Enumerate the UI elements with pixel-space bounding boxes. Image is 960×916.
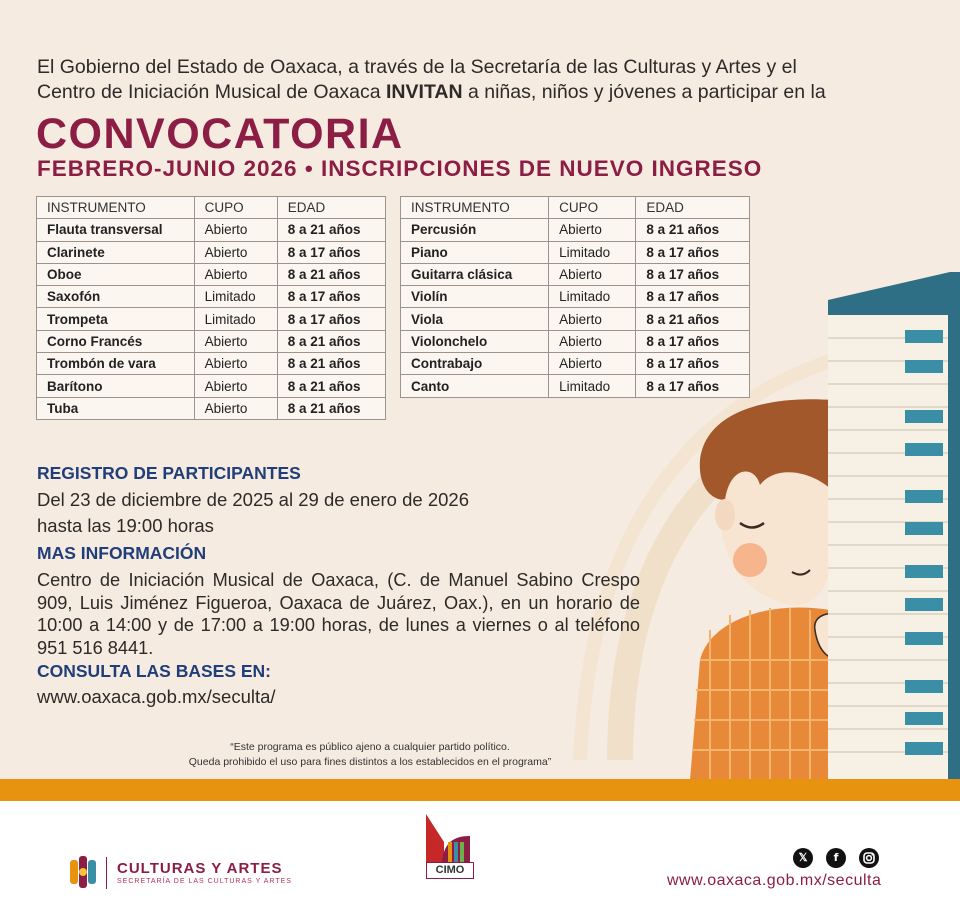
intro-line-2-a: Centro de Iniciación Musical de Oaxaca bbox=[37, 81, 387, 103]
disclaimer bbox=[160, 740, 580, 770]
cupo-cell: Abierto bbox=[549, 330, 636, 352]
table-row bbox=[37, 219, 386, 241]
edad-cell: 8 a 21 años bbox=[277, 219, 385, 241]
cupo-cell: Limitado bbox=[194, 308, 277, 330]
edad-cell: 8 a 21 años bbox=[277, 375, 385, 397]
table-row bbox=[37, 241, 386, 263]
instrument-cell: Guitarra clásica bbox=[401, 263, 549, 285]
orange-band bbox=[0, 779, 960, 801]
edad-cell: 8 a 21 años bbox=[277, 353, 385, 375]
edad-cell: 8 a 21 años bbox=[636, 308, 750, 330]
footer-url-link[interactable]: www.oaxaca.gob.mx/seculta bbox=[667, 872, 882, 889]
disclaimer-line-1: “Este programa es público ajeno a cualquier partido político. bbox=[230, 741, 510, 753]
instrument-cell: Clarinete bbox=[37, 241, 195, 263]
instrument-cell: Percusión bbox=[401, 219, 549, 241]
cupo-cell: Abierto bbox=[194, 375, 277, 397]
instagram-icon[interactable] bbox=[859, 848, 879, 868]
instrument-cell: Oboe bbox=[37, 263, 195, 285]
header-instrumento: INSTRUMENTO bbox=[401, 197, 549, 219]
table-row bbox=[401, 308, 750, 330]
intro-invitan: INVITAN bbox=[386, 81, 463, 103]
x-icon[interactable]: 𝕏 bbox=[793, 848, 813, 868]
page-title: CONVOCATORIA bbox=[36, 110, 404, 158]
table-header-row bbox=[37, 197, 386, 219]
edad-cell: 8 a 17 años bbox=[636, 330, 750, 352]
mas-info-heading: MAS INFORMACIÓN bbox=[37, 543, 207, 563]
bases-url-link[interactable]: www.oaxaca.gob.mx/seculta/ bbox=[37, 686, 276, 707]
instrument-cell: Piano bbox=[401, 241, 549, 263]
intro-line-2-c: a niñas, niños y jóvenes a participar en la bbox=[462, 81, 826, 103]
culturas-y-artes-logo-icon bbox=[70, 856, 100, 888]
footer bbox=[0, 801, 960, 916]
instruments-table-right bbox=[400, 196, 750, 398]
cupo-cell: Abierto bbox=[194, 330, 277, 352]
cupo-cell: Abierto bbox=[549, 308, 636, 330]
table-row bbox=[37, 308, 386, 330]
table-row bbox=[37, 330, 386, 352]
cupo-cell: Limitado bbox=[549, 286, 636, 308]
edad-cell: 8 a 21 años bbox=[277, 263, 385, 285]
table-row bbox=[401, 353, 750, 375]
cupo-cell: Abierto bbox=[194, 219, 277, 241]
cimo-logo-icon bbox=[424, 812, 474, 864]
disclaimer-line-2: Queda prohibido el uso para fines distintos a los establecidos en el programa” bbox=[188, 756, 552, 768]
edad-cell: 8 a 17 años bbox=[636, 241, 750, 263]
table-row bbox=[401, 241, 750, 263]
cupo-cell: Abierto bbox=[194, 397, 277, 419]
cupo-cell: Abierto bbox=[194, 263, 277, 285]
table-row bbox=[37, 353, 386, 375]
instrument-cell: Viola bbox=[401, 308, 549, 330]
edad-cell: 8 a 17 años bbox=[636, 286, 750, 308]
instruments-table-left bbox=[36, 196, 386, 420]
cupo-cell: Abierto bbox=[549, 353, 636, 375]
edad-cell: 8 a 21 años bbox=[277, 330, 385, 352]
cupo-cell: Abierto bbox=[549, 263, 636, 285]
logo-title: CULTURAS Y ARTES bbox=[117, 860, 283, 877]
cupo-cell: Limitado bbox=[194, 286, 277, 308]
edad-cell: 8 a 17 años bbox=[277, 308, 385, 330]
registro-hours: hasta las 19:00 horas bbox=[37, 515, 214, 536]
instrument-cell: Violonchelo bbox=[401, 330, 549, 352]
intro-line-1: El Gobierno del Estado de Oaxaca, a través de la Secretaría de las Culturas y Artes y el bbox=[37, 56, 797, 78]
cupo-cell: Limitado bbox=[549, 375, 636, 397]
facebook-icon[interactable]: f bbox=[826, 848, 846, 868]
instrument-cell: Trompeta bbox=[37, 308, 195, 330]
edad-cell: 8 a 17 años bbox=[636, 353, 750, 375]
table-row bbox=[401, 330, 750, 352]
instrument-cell: Barítono bbox=[37, 375, 195, 397]
instrument-cell: Trombón de vara bbox=[37, 353, 195, 375]
bases-heading: CONSULTA LAS BASES EN: bbox=[37, 661, 271, 681]
logo-divider bbox=[106, 857, 107, 889]
edad-cell: 8 a 21 años bbox=[277, 397, 385, 419]
table-row bbox=[37, 286, 386, 308]
cupo-cell: Limitado bbox=[549, 241, 636, 263]
cupo-cell: Abierto bbox=[194, 353, 277, 375]
edad-cell: 8 a 17 años bbox=[636, 263, 750, 285]
table-row bbox=[37, 375, 386, 397]
edad-cell: 8 a 17 años bbox=[277, 286, 385, 308]
instrument-cell: Contrabajo bbox=[401, 353, 549, 375]
cupo-cell: Abierto bbox=[194, 241, 277, 263]
registro-dates: Del 23 de diciembre de 2025 al 29 de enero de 2026 bbox=[37, 489, 469, 510]
table-header-row bbox=[401, 197, 750, 219]
header-edad: EDAD bbox=[636, 197, 750, 219]
header-instrumento: INSTRUMENTO bbox=[37, 197, 195, 219]
table-row bbox=[401, 263, 750, 285]
header-cupo: CUPO bbox=[549, 197, 636, 219]
table-row bbox=[401, 375, 750, 397]
instrument-cell: Canto bbox=[401, 375, 549, 397]
header-cupo: CUPO bbox=[194, 197, 277, 219]
table-row bbox=[37, 263, 386, 285]
table-row bbox=[401, 286, 750, 308]
page-subtitle: FEBRERO-JUNIO 2026 • INSCRIPCIONES DE NUEVO INGRESO bbox=[37, 156, 763, 181]
edad-cell: 8 a 21 años bbox=[636, 219, 750, 241]
cupo-cell: Abierto bbox=[549, 219, 636, 241]
table-row bbox=[37, 397, 386, 419]
instrument-cell: Flauta transversal bbox=[37, 219, 195, 241]
registro-heading: REGISTRO DE PARTICIPANTES bbox=[37, 463, 301, 483]
instrument-cell: Saxofón bbox=[37, 286, 195, 308]
mas-info-text: Centro de Iniciación Musical de Oaxaca, (C. de Manuel Sabino Crespo 909, Luis Jiménez Figueroa, Oaxaca de Juárez, Oax.), en un horario de 10:00 a 14:00 y de 17:00 a 19:00 horas, de lunes a viernes o al teléfono 951 516 8441. bbox=[37, 570, 640, 658]
instrument-cell: Tuba bbox=[37, 397, 195, 419]
logo-subtitle: SECRETARÍA DE LAS CULTURAS Y ARTES bbox=[117, 878, 292, 885]
instrument-cell: Violín bbox=[401, 286, 549, 308]
edad-cell: 8 a 17 años bbox=[636, 375, 750, 397]
table-row bbox=[401, 219, 750, 241]
edad-cell: 8 a 17 años bbox=[277, 241, 385, 263]
intro-line-2 bbox=[37, 80, 917, 105]
header-edad: EDAD bbox=[277, 197, 385, 219]
instrument-cell: Corno Francés bbox=[37, 330, 195, 352]
cimo-label: CIMO bbox=[426, 862, 474, 879]
intro-text bbox=[37, 55, 917, 105]
